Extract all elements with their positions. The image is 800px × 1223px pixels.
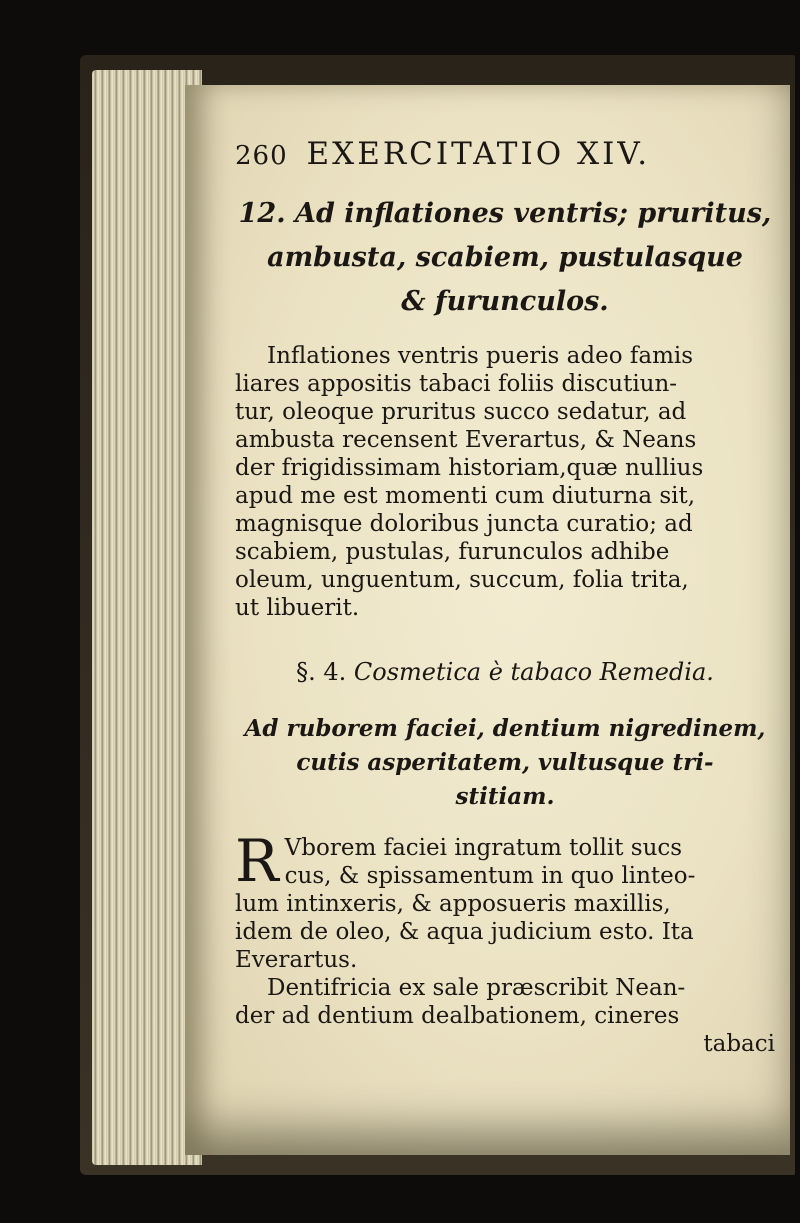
subtitle-line: stitiam. (455, 783, 555, 810)
text-line: Dentifricia ex sale præscribit Nean- (267, 975, 686, 1001)
text-line: Vborem faciei ingratum tollit sucs (284, 835, 683, 861)
text-line: oleum, unguentum, succum, folia trita, (235, 567, 689, 593)
subsection-heading (235, 658, 775, 686)
page-text (235, 130, 775, 1058)
subsection-number: §. 4. (296, 658, 347, 686)
text-line: liares appositis tabaci foliis discutiun- (235, 371, 678, 397)
subsection-title: Cosmetica è tabaco Remedia. (353, 658, 714, 686)
text-line: Everartus. (235, 947, 358, 973)
text-line: lum intinxeris, & apposueris maxillis, (235, 891, 671, 917)
paragraph-3 (235, 974, 775, 1058)
running-title: EXERCITATIO XIV. (306, 136, 651, 172)
text-line: ut libuerit. (235, 595, 360, 621)
title-line: 12. Ad inflationes ventris; pruritus, (238, 198, 772, 229)
section-title (235, 192, 775, 324)
text-line: cus, & spissamentum in quo linteo- (284, 863, 696, 889)
text-line: tur, oleoque pruritus succo sedatur, ad (235, 399, 687, 425)
drop-cap: R (235, 827, 279, 895)
text-line: idem de oleo, & aqua judicium esto. Ita (235, 919, 694, 945)
text-line: magnisque doloribus juncta curatio; ad (235, 511, 693, 537)
catchword: tabaci (703, 1031, 775, 1057)
text-line: der ad dentium dealbationem, cineres (235, 1003, 680, 1029)
text-line: Inflationes ventris pueris adeo famis (267, 343, 694, 369)
text-line: scabiem, pustulas, furunculos adhibe (235, 539, 670, 565)
paragraph-2 (235, 827, 775, 974)
subtitle-line: cutis asperitatem, vultusque tri- (296, 749, 714, 776)
text-line: apud me est momenti cum diuturna sit, (235, 483, 696, 509)
subtitle-line: Ad ruborem faciei, dentium nigredinem, (244, 715, 766, 742)
title-line: ambusta, scabiem, pustulasque (267, 242, 743, 273)
paragraph-1 (235, 342, 775, 622)
text-line: der frigidissimam historiam,quæ nullius (235, 455, 704, 481)
text-line: ambusta recensent Everartus, & Neans (235, 427, 697, 453)
page-number: 260 (235, 141, 288, 171)
running-header (235, 136, 775, 172)
title-line: & furunculos. (401, 286, 609, 317)
subtitle (235, 712, 775, 814)
